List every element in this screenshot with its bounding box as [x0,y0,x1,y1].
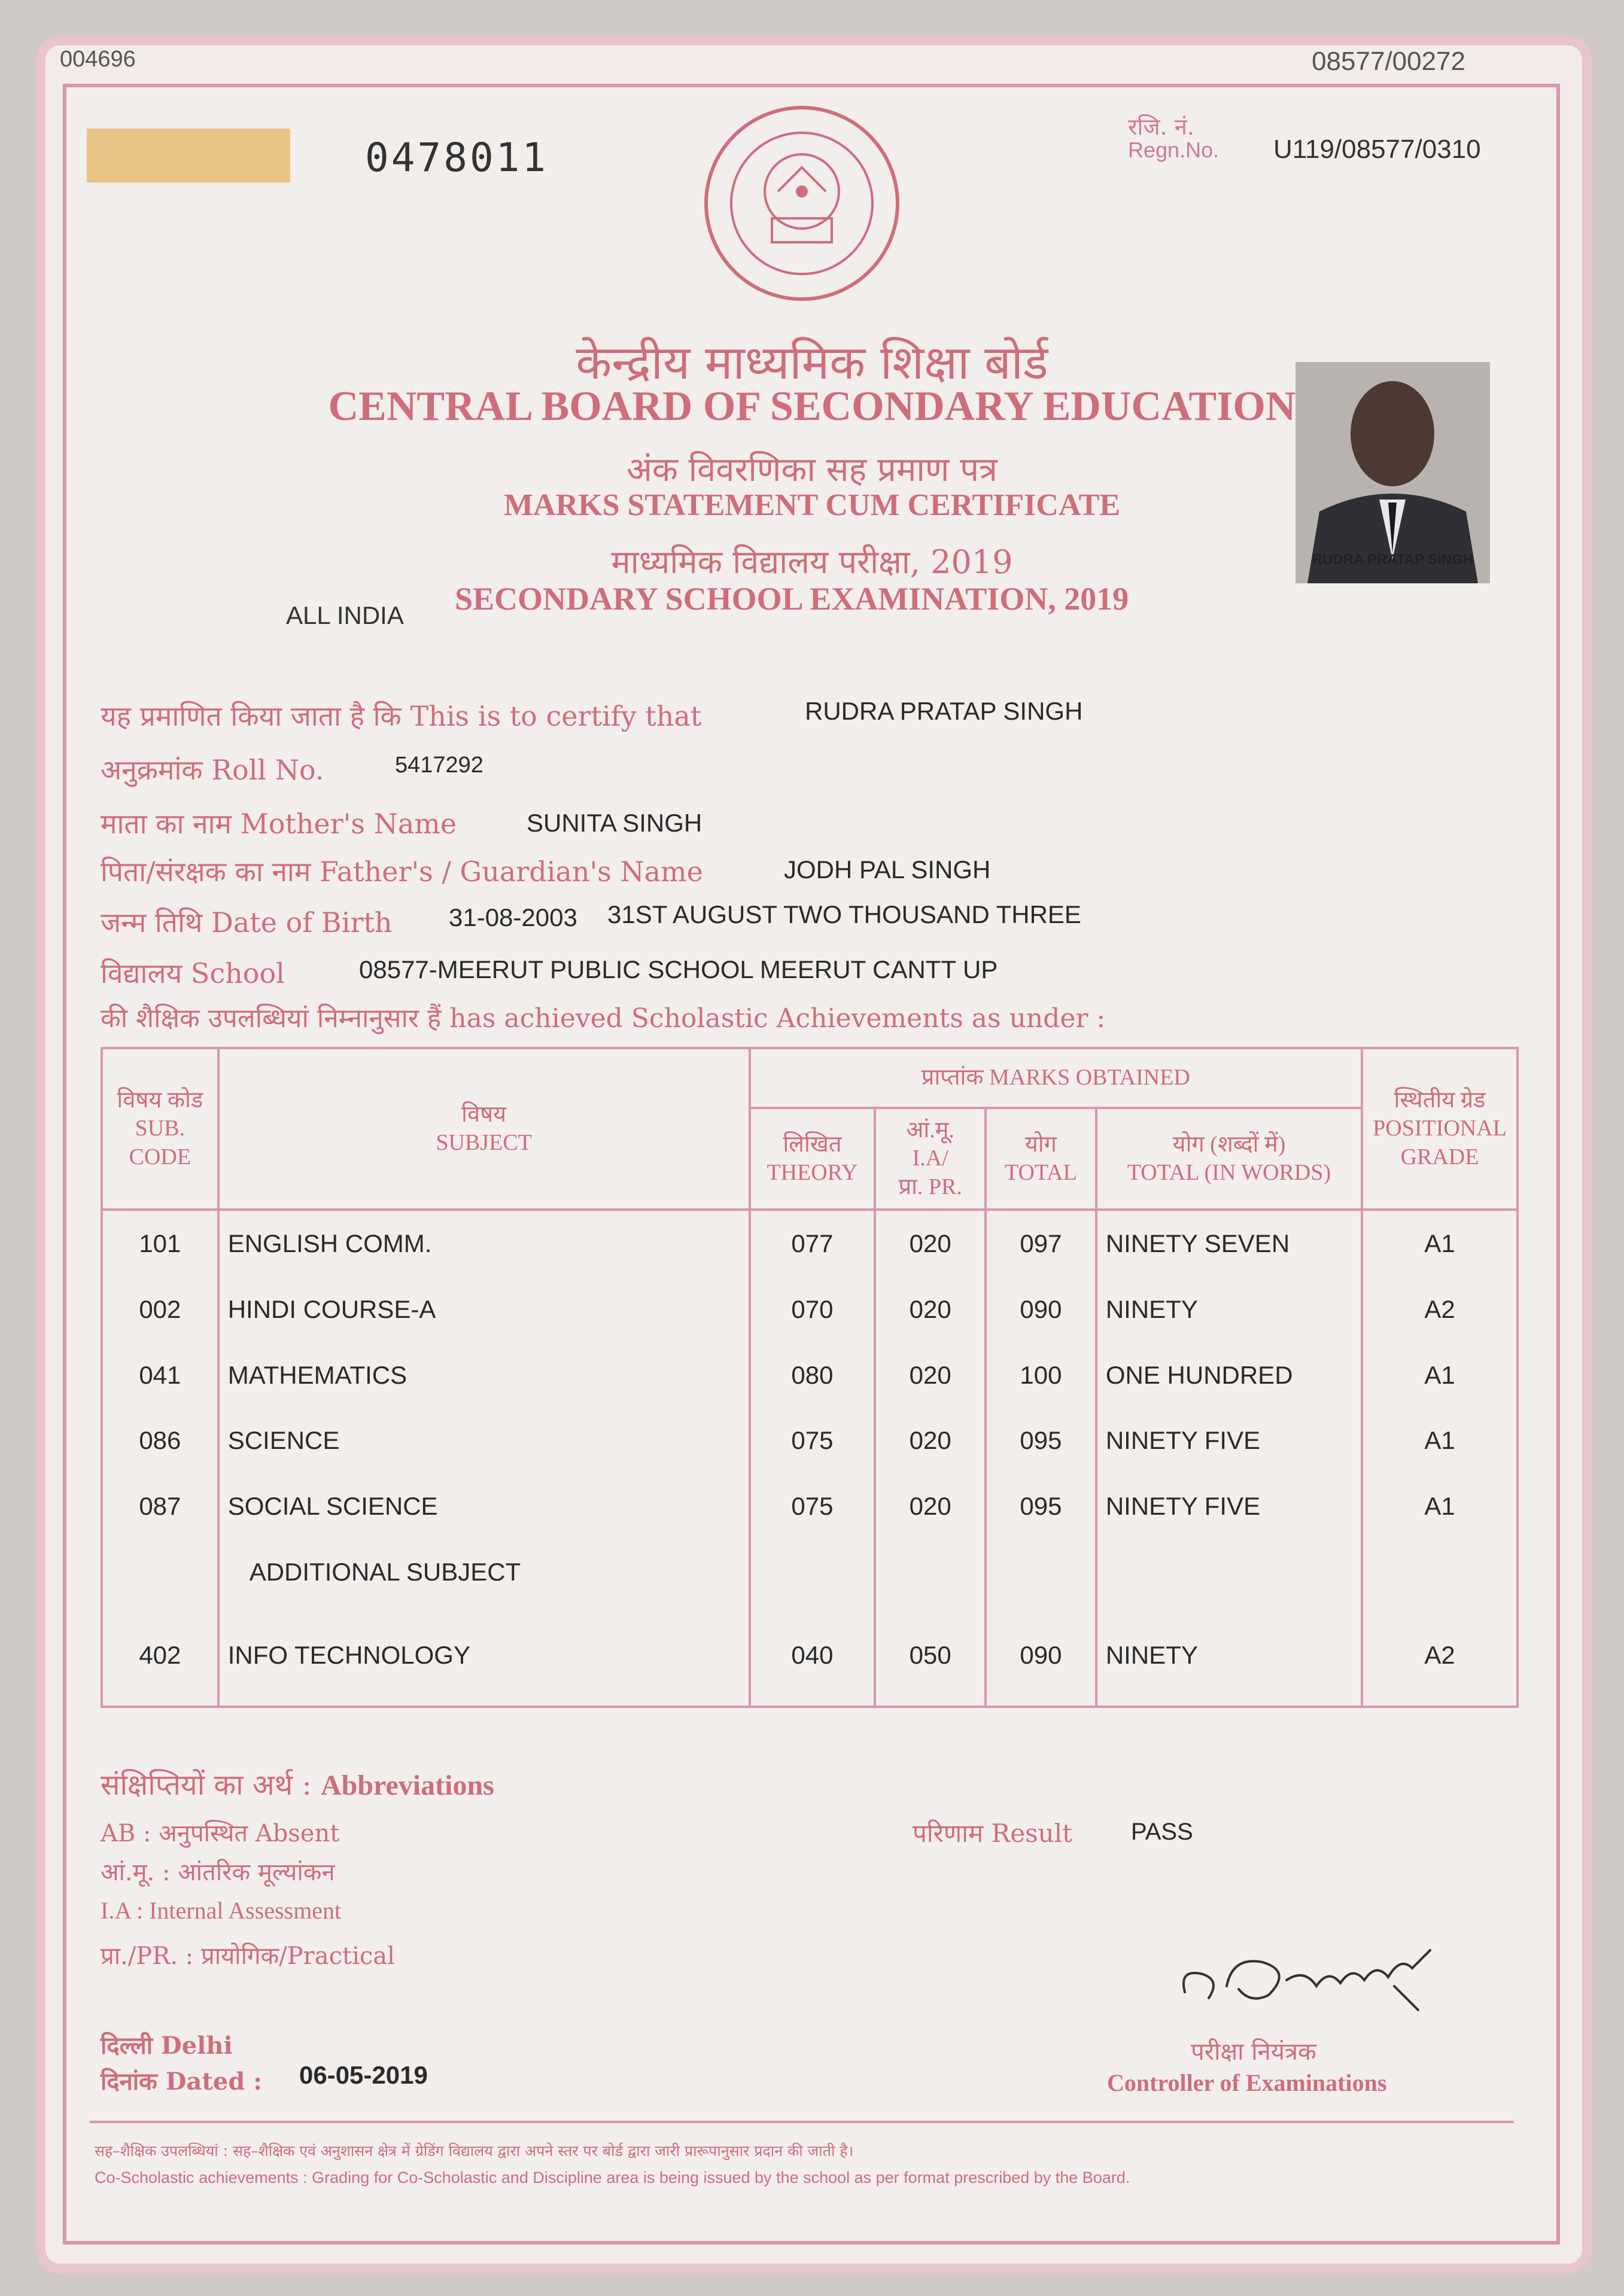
achievement-label: की शैक्षिक उपलब्धियां निम्नानुसार हैं has achieved Scholastic Achievements as under : [101,1003,1106,1034]
regn-label: Regn.No. [1128,138,1219,162]
mother-name: SUNITA SINGH [527,809,702,837]
table-row: 086 SCIENCE 075 020 095 NINETY FIVE A1 [102,1408,1517,1473]
table-row: 402 INFO TECHNOLOGY 040 050 090 NINETY A2 [102,1605,1517,1707]
document-title-hindi: अंक विवरणिका सह प्रमाण पत्र [627,450,997,489]
regn-number: U119/08577/0310 [1273,135,1481,164]
serial-right: 08577/00272 [1312,47,1465,76]
footer-note-hindi: सह–शैक्षिक उपलब्धियां : सह–शैक्षिक एवं अनुशासन क्षेत्र में ग्रेडिंग विद्यालय द्वारा अपने स्तर पर बोर्ड द्वारा जारी प्रारूपानुसार प्रदान की जाती है। [95,2142,854,2160]
col-total: योग TOTAL [986,1108,1096,1210]
col-sub-code: विषय कोड SUB. CODE [102,1048,218,1210]
abbreviations-title: संक्षिप्तियों का अर्थ : Abbreviations [101,1768,494,1802]
footer-note: Co-Scholastic achievements : Grading for Co-Scholastic and Discipline area is being issued by the school as per format prescribed by the Board. [95,2169,1130,2187]
additional-subject-label: ADDITIONAL SUBJECT [218,1539,750,1605]
cbse-seal-icon [700,102,904,305]
photo-caption: RUDRA PRATAP SINGH [1312,552,1474,568]
roll-number: 5417292 [395,753,483,778]
result-label: परिणाम Result [913,1819,1073,1848]
roll-label: अनुक्रमांक Roll No. [101,754,324,786]
school-name: 08577-MEERUT PUBLIC SCHOOL MEERUT CANTT UP [359,955,998,983]
table-row: 101 ENGLISH COMM. 077 020 097 NINETY SEVEN A1 [102,1210,1517,1277]
issue-date: 06-05-2019 [299,2061,428,2089]
certificate-number: 0478011 [365,135,549,181]
marks-table [101,1047,1519,1708]
col-total-words: योग (शब्दों में) TOTAL (IN WORDS) [1096,1108,1362,1210]
controller-title: Controller of Examinations [1107,2069,1387,2096]
father-label: पिता/संरक्षक का नाम Father's / Guardian's Name [101,855,703,888]
controller-title-hindi: परीक्षा नियंत्रक [1191,2038,1316,2066]
serial-left: 004696 [60,47,136,72]
col-internal-assessment: आं.मू. I.A/ प्रा. PR. [875,1108,986,1210]
mother-label: माता का नाम Mother's Name [101,808,457,840]
abbrev-ia: I.A : Internal Assessment [101,1897,342,1924]
signature-icon [1167,1920,1448,2022]
abbrev-ia-hindi: आं.मू. : आंतरिक मूल्यांकन [101,1859,335,1886]
col-positional-grade: स्थितीय ग्रेड POSITIONAL GRADE [1362,1048,1517,1210]
regn-label-hindi: रजि. नं. [1128,114,1194,140]
marks-obtained-header: प्राप्तांक MARKS OBTAINED [750,1048,1363,1108]
col-subject: विषय SUBJECT [218,1048,750,1210]
table-row: 002 HINDI COURSE-A 070 020 090 NINETY A2 [102,1277,1517,1342]
exam-scope: ALL INDIA [286,601,404,629]
footer-divider [90,2121,1514,2123]
student-photo [1295,362,1490,583]
result-value: PASS [1131,1819,1193,1845]
document-title: MARKS STATEMENT CUM CERTIFICATE [503,488,1121,522]
col-theory: लिखित THEORY [750,1108,875,1210]
dob-words: 31ST AUGUST TWO THOUSAND THREE [607,900,1081,928]
dated-label: दिनांक Dated : [101,2067,262,2096]
abbrev-absent: AB : अनुपस्थित Absent [101,1820,340,1847]
additional-subject-row [102,1539,1517,1605]
table-row: 041 MATHEMATICS 080 020 100 ONE HUNDRED A1 [102,1342,1517,1408]
school-label: विद्यालय School [101,957,285,989]
place-label: दिल्ली Delhi [101,2032,233,2060]
exam-title-hindi: माध्यमिक विद्यालय परीक्षा, 2019 [611,543,1013,581]
dob-label: जन्म तिथि Date of Birth [101,906,393,939]
abbrev-practical: प्रा./PR. : प्रायोगिक/Practical [101,1942,395,1970]
board-title: CENTRAL BOARD OF SECONDARY EDUCATION [328,383,1296,430]
table-row: 087 SOCIAL SCIENCE 075 020 095 NINETY FIVE A1 [102,1473,1517,1539]
certify-label: यह प्रमाणित किया जाता है कि This is to certify that [101,700,702,732]
student-name: RUDRA PRATAP SINGH [805,697,1083,725]
exam-title: SECONDARY SCHOOL EXAMINATION, 2019 [455,581,1129,617]
dob-value: 31-08-2003 [449,903,577,931]
father-name: JODH PAL SINGH [784,855,991,884]
board-title-hindi: केन्द्रीय माध्यमिक शिक्षा बोर्ड [576,336,1048,390]
stamp-mark [87,129,290,182]
